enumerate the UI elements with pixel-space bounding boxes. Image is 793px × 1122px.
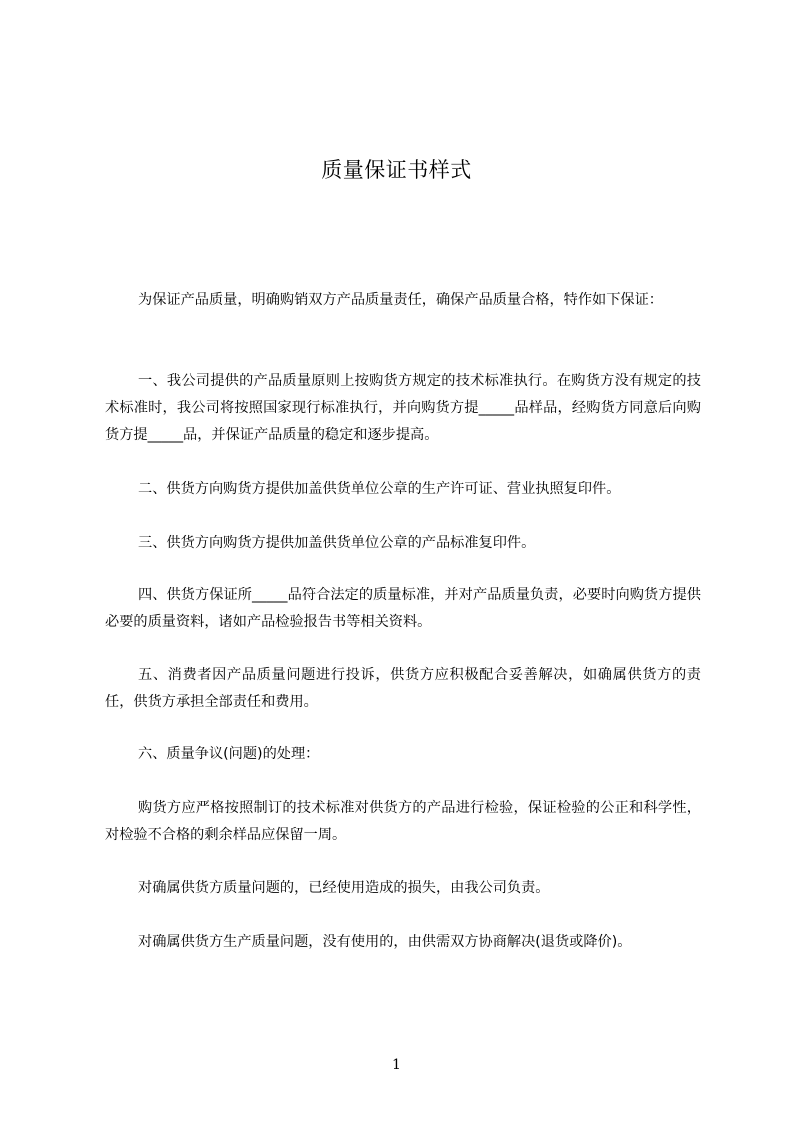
paragraph-inspection: 购货方应严格按照制订的技术标准对供货方的产品进行检验，保证检验的公正和科学性，对检验不合格的剩余样品应保留一周。 [105,800,701,843]
paragraph-unused-resolution: 对确属供货方生产质量问题，没有使用的，由供需双方协商解决(退货或降价)。 [138,934,632,950]
paragraph-clause-2: 二、供货方向购货方提供加盖供货单位公章的生产许可证、营业执照复印件。 [138,481,621,497]
paragraph-loss-liability: 对确属供货方质量问题的，已经使用造成的损失，由我公司负责。 [138,880,550,896]
document-title: 质量保证书样式 [321,158,472,183]
paragraph-intro: 为保证产品质量，明确购销双方产品质量责任，确保产品质量合格，特作如下保证： [138,292,663,308]
paragraph-clause-4: 四、供货方保证所_____品符合法定的质量标准，并对产品质量负责，必要时向购货方提供必要的质量资料，诸如产品检验报告书等相关资料。 [105,587,701,630]
paragraph-clause-5: 五、消费者因产品质量问题进行投诉，供货方应积极配合妥善解决，如确属供货方的责任，供货方承担全部责任和费用。 [105,667,701,710]
paragraph-clause-6: 六、质量争议(问题)的处理： [138,746,320,762]
paragraph-clause-3: 三、供货方向购货方提供加盖供货单位公章的产品标准复印件。 [138,535,536,551]
page-number: 1 [392,1057,401,1073]
paragraph-clause-1: 一、我公司提供的产品质量原则上按购货方规定的技术标准执行。在购货方没有规定的技术标准时，我公司将按照国家现行标准执行，并向购货方提_____品样品，经购货方同意后向购货方提_____品，并保证产品质量的稳定和逐步提高。 [105,373,701,443]
